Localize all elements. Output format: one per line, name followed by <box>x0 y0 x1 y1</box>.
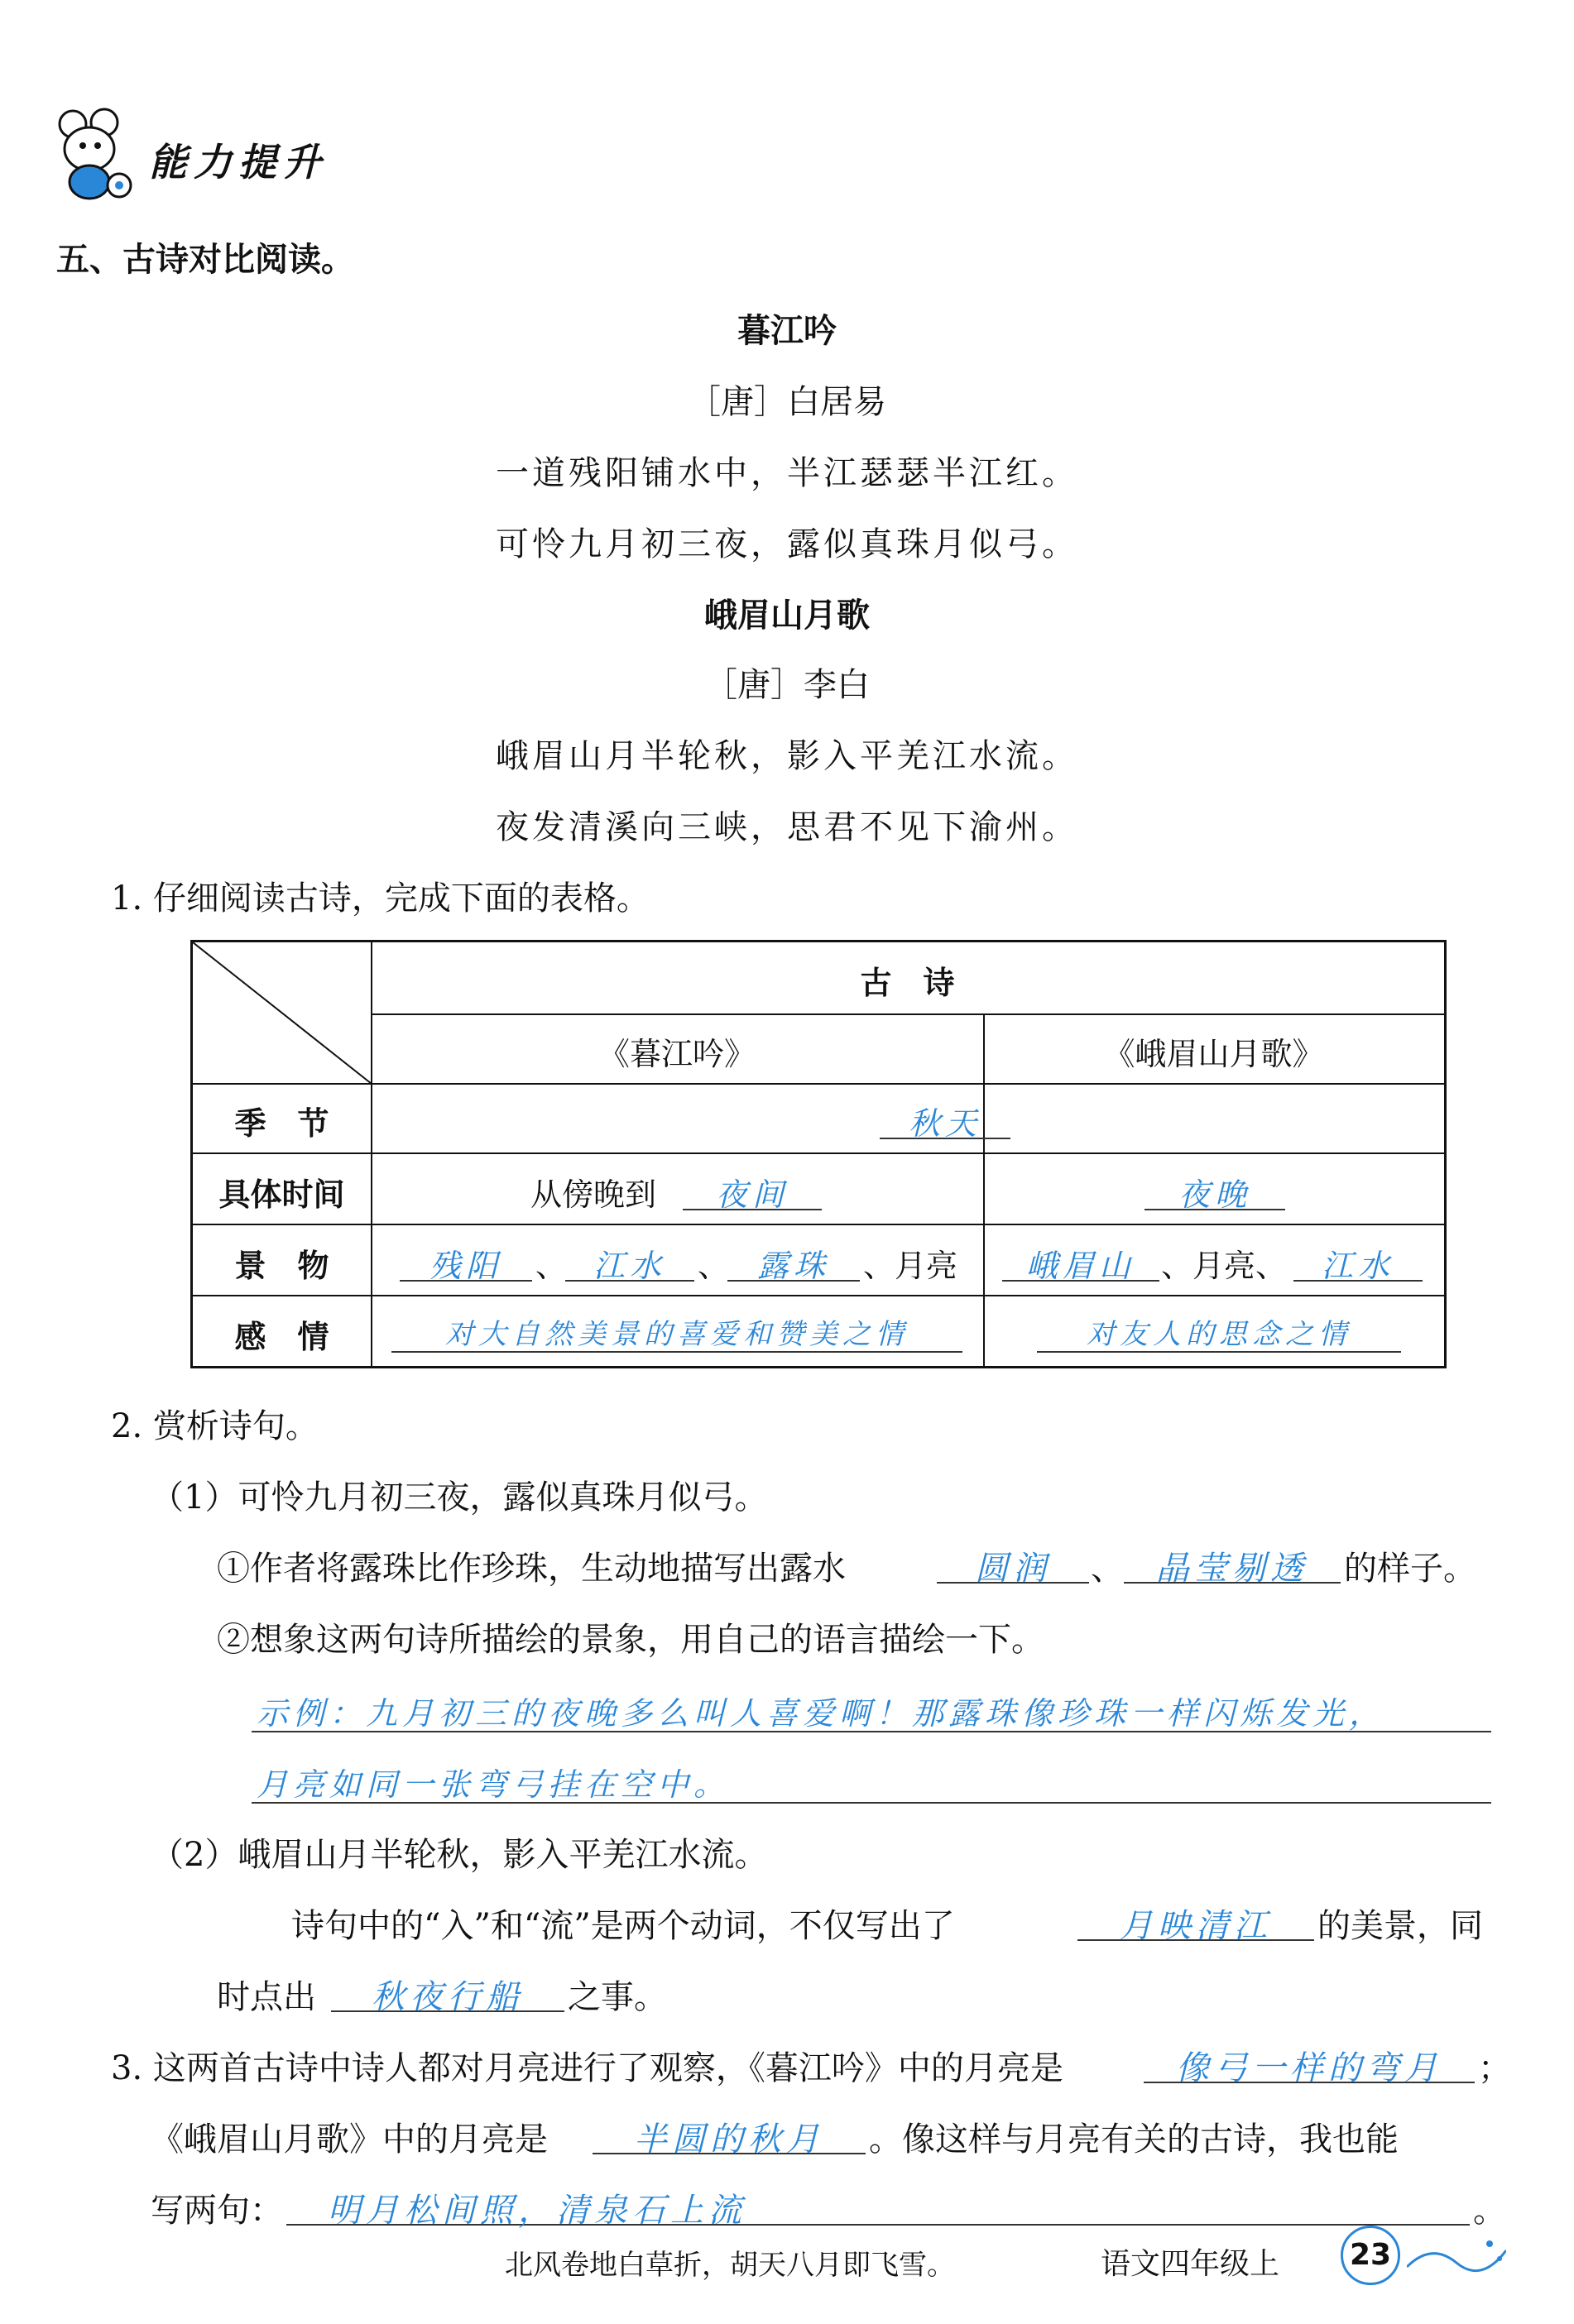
row-label-season: 季 节 <box>234 1105 329 1142</box>
question-5-title: 五、古诗对比阅读。 <box>56 241 354 279</box>
q2-s1-pre: ①作者将露珠比作珍珠，生动地描写出露水 <box>217 1550 846 1588</box>
mouse-mascot-icon <box>48 106 139 205</box>
q2-part-2-line: （2）峨眉山月半轮秋，影入平羌江水流。 <box>151 1836 768 1874</box>
answer-season[interactable]: 秋天 <box>908 1105 981 1142</box>
q3-t1: 3. 这两首古诗中诗人都对月亮进行了观察，《暮江吟》中的月亮是 <box>111 2049 1063 2087</box>
answer-scene-1[interactable]: 残阳 <box>429 1248 502 1284</box>
footer-quote: 北风卷地白草折，胡天八月即飞雪。 <box>505 2249 955 2282</box>
page-number: 23 <box>1341 2226 1400 2285</box>
answer-scene-5[interactable]: 江水 <box>1321 1248 1394 1284</box>
poem-1-title: 暮江吟 <box>737 312 837 350</box>
answer-q3-1[interactable]: 像弓一样的弯月 <box>1176 2049 1442 2087</box>
answer-emotion-1[interactable]: 对大自然美景的喜爱和赞美之情 <box>445 1318 909 1351</box>
row-label-emotion: 感 情 <box>234 1319 329 1355</box>
poem-2-author: ［唐］李白 <box>704 666 870 704</box>
scene-sep-2: 、 <box>698 1248 730 1284</box>
answer-q3-3[interactable]: 明月松间照，清泉石上流 <box>328 2192 746 2230</box>
table-col-1: 《暮江吟》 <box>597 1036 756 1072</box>
q2-part-1-line: （1）可怜九月初三夜，露似真珠月似弓。 <box>151 1478 768 1517</box>
wave-decoration-icon <box>1407 2234 1506 2283</box>
answer-q2-p2-1[interactable]: 月映清江 <box>1120 1907 1272 1945</box>
q2-s1-sep: 、 <box>1091 1550 1124 1588</box>
table-col-2: 《峨眉山月歌》 <box>1103 1036 1324 1072</box>
row-label-scene: 景 物 <box>234 1248 329 1284</box>
section-title: 能力提升 <box>149 140 328 184</box>
comparison-table <box>190 940 1447 1368</box>
q3-end: 。 <box>1473 2192 1506 2230</box>
poem-1-line-1: 一道残阳铺水中，半江瑟瑟半江红。 <box>496 454 1078 492</box>
footer-book-title: 语文四年级上 <box>1101 2247 1280 2281</box>
answer-scene-4[interactable]: 峨眉山 <box>1025 1248 1135 1284</box>
question-2-prompt: 2. 赏析诗句。 <box>111 1407 319 1445</box>
answer-scene-2[interactable]: 江水 <box>593 1248 666 1284</box>
q2-p2-t2: 的美景，同 <box>1317 1907 1483 1945</box>
poem-2-line-2: 夜发清溪向三峡，思君不见下渝州。 <box>496 808 1078 846</box>
q2-s2-prompt: ②想象这两句诗所描绘的景象，用自己的语言描绘一下。 <box>217 1621 1044 1659</box>
q2-p2-t3: 时点出 <box>217 1978 316 2016</box>
q2-p2-t1: 诗句中的“入”和“流”是两个动词，不仅写出了 <box>291 1907 955 1945</box>
answer-time-2[interactable]: 夜晚 <box>1178 1176 1251 1213</box>
table-header: 古 诗 <box>860 965 955 1001</box>
answer-q2-s2-line-1[interactable]: 示例：九月初三的夜晚多么叫人喜爱啊！那露珠像珍珠一样闪烁发光， <box>257 1695 1386 1732</box>
answer-q2-p2-2[interactable]: 秋夜行船 <box>372 1978 524 2016</box>
answer-q2-s2-line-2[interactable]: 月亮如同一张弯弓挂在空中。 <box>257 1766 731 1803</box>
scene-sep-1: 、 <box>535 1248 568 1284</box>
poem-2-line-1: 峨眉山月半轮秋，影入平羌江水流。 <box>496 737 1078 775</box>
answer-time-1[interactable]: 夜间 <box>715 1176 789 1213</box>
scene-mid: 、月亮、 <box>1161 1248 1288 1284</box>
q2-p2-t4: 之事。 <box>568 1978 667 2016</box>
q3-t2: 《峨眉山月歌》中的月亮是 <box>151 2120 548 2159</box>
row-label-time: 具体时间 <box>218 1176 345 1213</box>
answer-q2-s1-2[interactable]: 晶莹剔透 <box>1156 1550 1308 1588</box>
time-prefix: 从傍晚到 <box>530 1176 657 1213</box>
q2-s1-post: 的样子。 <box>1344 1550 1476 1588</box>
q3-t3: 。像这样与月亮有关的古诗，我也能 <box>869 2120 1399 2159</box>
answer-emotion-2[interactable]: 对友人的思念之情 <box>1087 1318 1351 1351</box>
answer-q2-s1-1[interactable]: 圆润 <box>975 1550 1051 1588</box>
answer-scene-3[interactable]: 露珠 <box>756 1248 830 1284</box>
poem-1-line-2: 可怜九月初三夜，露似真珠月似弓。 <box>496 525 1078 563</box>
poem-1-author: ［唐］白居易 <box>688 383 886 421</box>
scene-tail-1: 、月亮 <box>863 1248 958 1284</box>
q3-semicolon: ； <box>1478 2049 1511 2087</box>
answer-q3-2[interactable]: 半圆的秋月 <box>634 2120 824 2159</box>
poem-2-title: 峨眉山月歌 <box>704 597 870 635</box>
diagonal-header-line <box>193 942 372 1084</box>
question-1-prompt: 1. 仔细阅读古诗，完成下面的表格。 <box>111 879 650 918</box>
q3-t4: 写两句： <box>151 2192 283 2230</box>
